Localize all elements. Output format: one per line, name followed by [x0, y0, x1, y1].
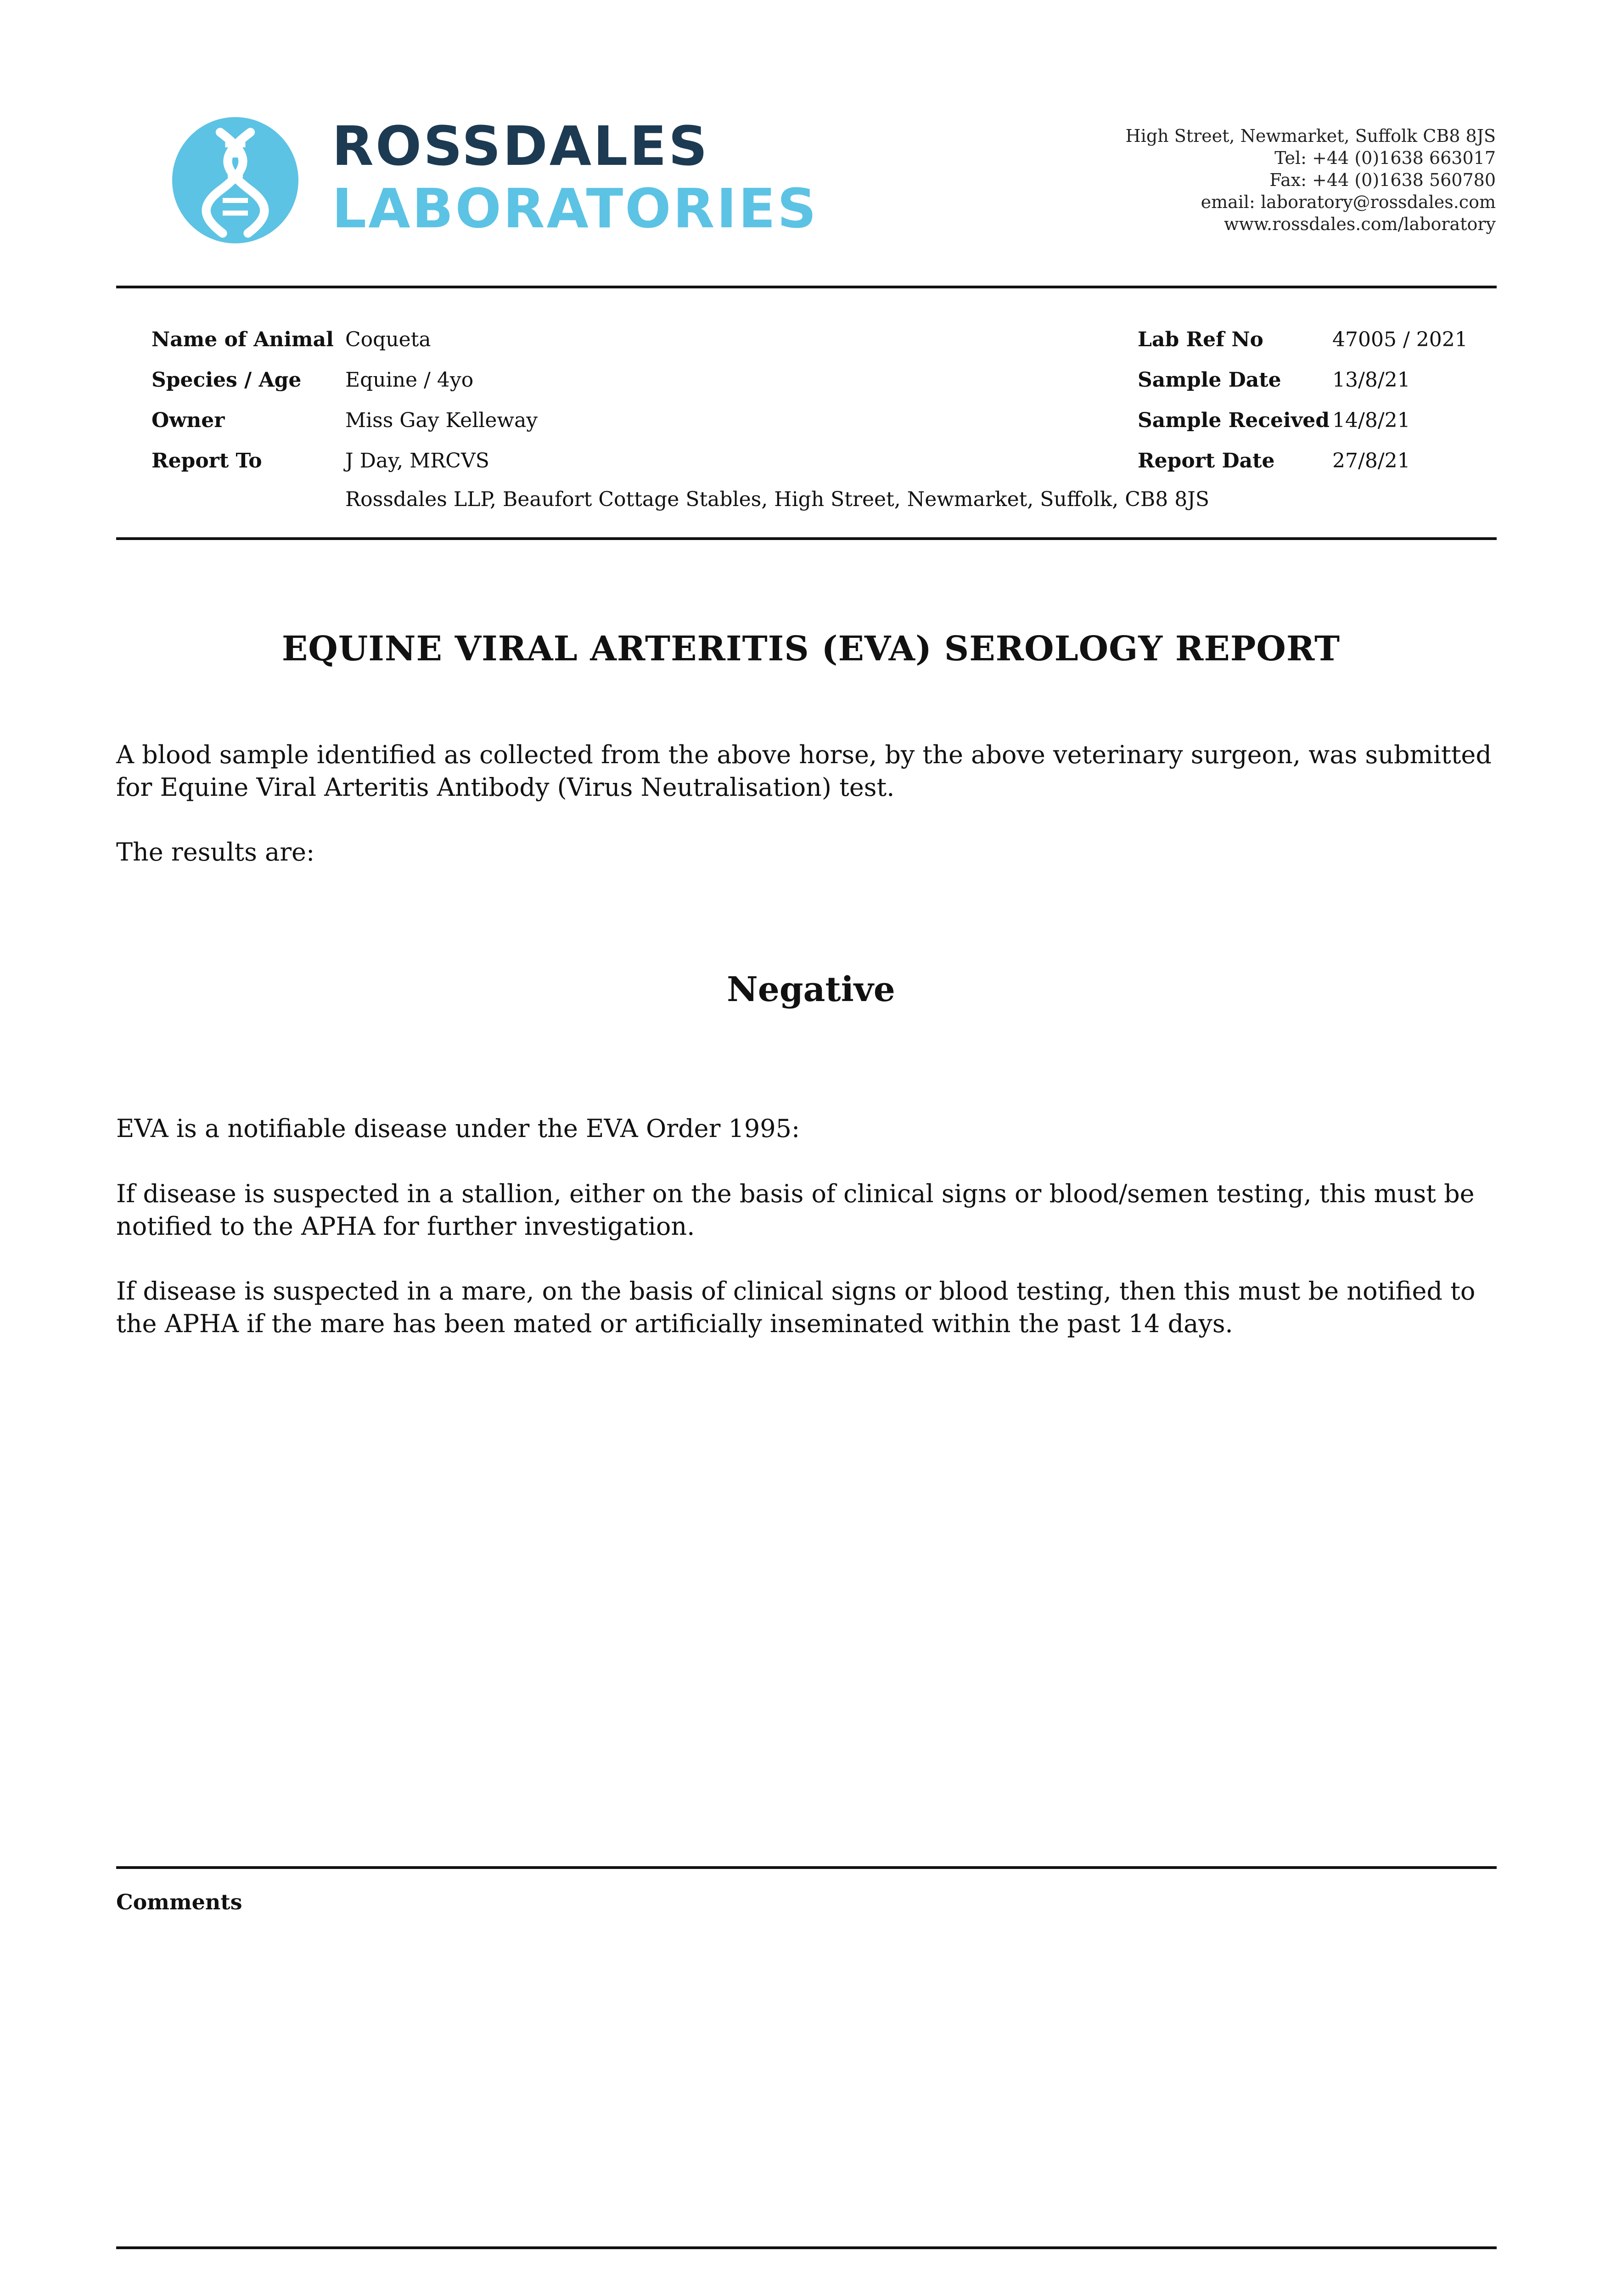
sample-received-label: Sample Received — [1138, 409, 1330, 432]
test-result: Negative — [727, 970, 895, 1009]
name-of-animal-label: Name of Animal — [152, 328, 334, 351]
contact-fax: Fax: +44 (0)1638 560780 — [1269, 170, 1496, 190]
report-title: EQUINE VIRAL ARTERITIS (EVA) SEROLOGY REPORT — [281, 629, 1341, 669]
owner-label: Owner — [152, 409, 225, 432]
divider-bottom — [116, 2246, 1497, 2249]
intro-paragraph: A blood sample identified as collected from the above horse, by the above veterinary surgeon, was submitted for Equine Viral Arteritis Antibody (Virus Neutralisation) test. — [116, 740, 1492, 802]
contact-web: www.rossdales.com/laboratory — [1224, 214, 1496, 234]
brand-subtitle: LABORATORIES — [332, 177, 818, 240]
brand-name: ROSSDALES — [332, 114, 709, 178]
stallion-paragraph: If disease is suspected in a stallion, either on the basis of clinical signs or blood/semen testing, this must be notified to the APHA for further investigation. — [116, 1179, 1475, 1241]
species-age-label: Species / Age — [152, 368, 302, 392]
species-age-value: Equine / 4yo — [345, 368, 474, 392]
report-to-value: J Day, MRCVS — [345, 449, 489, 473]
contact-block — [1126, 125, 1496, 235]
sample-received-value: 14/8/21 — [1332, 409, 1410, 432]
notifiable-notice: EVA is a notifiable disease under the EVA Order 1995: — [116, 1114, 800, 1143]
contact-email: email: laboratory@rossdales.com — [1201, 192, 1496, 212]
comments-label: Comments — [116, 1890, 242, 1914]
name-of-animal-value: Coqueta — [345, 328, 431, 351]
report-date-label: Report Date — [1138, 449, 1275, 473]
lab-ref-label: Lab Ref No — [1138, 328, 1263, 351]
divider-details — [116, 537, 1497, 540]
divider-comments — [116, 1866, 1497, 1869]
report-to-label: Report To — [152, 449, 262, 473]
dna-helix-icon — [172, 117, 298, 243]
mare-paragraph: If disease is suspected in a mare, on the basis of clinical signs or blood testing, then this must be notified to the APHA if the mare has been mated or artificially inseminated within the past 14 days. — [116, 1277, 1476, 1338]
contact-address: High Street, Newmarket, Suffolk CB8 8JS — [1125, 126, 1496, 146]
contact-tel: Tel: +44 (0)1638 663017 — [1274, 148, 1496, 168]
report-to-address: Rossdales LLP, Beaufort Cottage Stables, High Street, Newmarket, Suffolk, CB8 8JS — [345, 488, 1209, 511]
sample-date-label: Sample Date — [1138, 368, 1281, 392]
owner-value: Miss Gay Kelleway — [345, 409, 538, 432]
results-intro: The results are: — [116, 838, 315, 867]
lab-ref-value: 47005 / 2021 — [1332, 328, 1468, 351]
rossdales-logo — [172, 114, 870, 246]
report-date-value: 27/8/21 — [1332, 449, 1410, 473]
sample-date-value: 13/8/21 — [1332, 368, 1410, 392]
divider-top — [116, 286, 1497, 288]
